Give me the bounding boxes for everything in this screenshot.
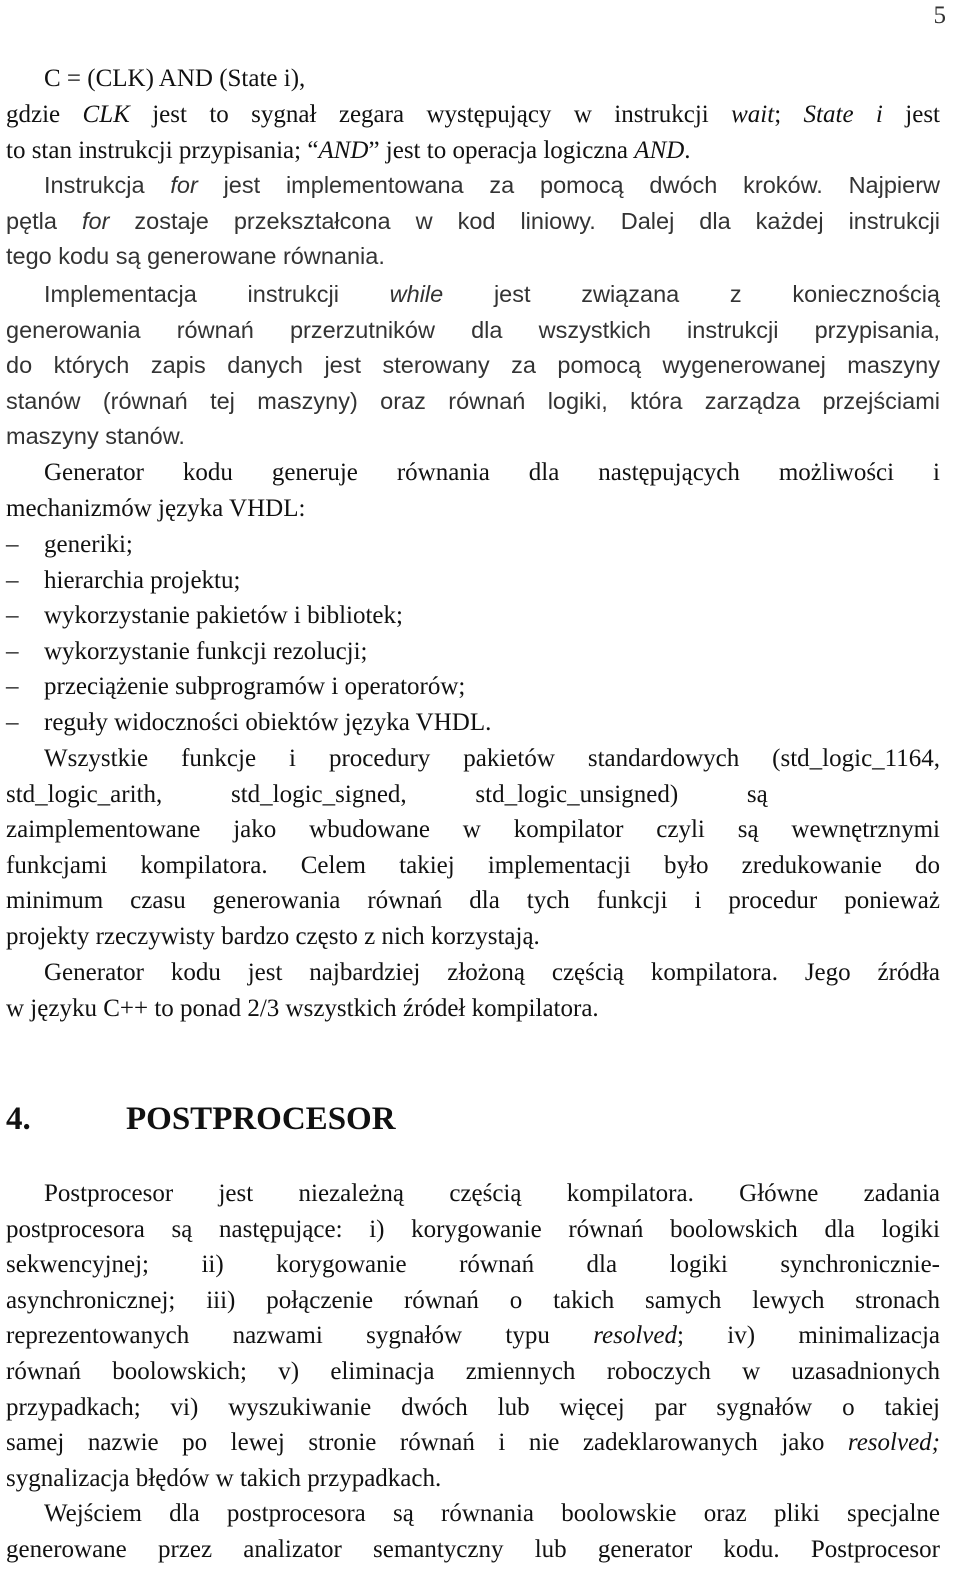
list-item: – generiki; — [6, 531, 133, 558]
list-item: – wykorzystanie pakietów i bibliotek; — [6, 602, 403, 630]
paragraph-input: Wejściem dla postprocesora są równania boolowskie oraz pliki specjalne generowane przez analizator semantyczny lub generator kodu. Postprocesor — [6, 1500, 940, 1563]
section-title: POSTPROCESOR — [126, 1101, 396, 1137]
paragraph-complexity: Generator kodu jest najbardziej złożoną częścią kompilatora. Jego źródła w języku C++ to ponad 2/3 wszystkich źródeł kompilatora. — [6, 959, 940, 1022]
paragraph-for: Instrukcja for jest implementowana za pomocą dwóch kroków. Najpierw pętla for zostaje przekształcona w kod liniowy. Dalej dla każdej instrukcji tego kodu są generowane równania. — [6, 172, 940, 270]
section-number: 4. — [6, 1101, 31, 1137]
formula-line: C = (CLK) AND (State i), — [44, 65, 306, 92]
list-item: – przeciążenie subprogramów i operatorów; — [6, 673, 466, 701]
paragraph-postprocessor: Postprocesor jest niezależną częścią kompilatora. Główne zadania postprocesora są następujące: i) korygowanie równań boolowskich dla logiki sekwencyjnej; ii) korygowanie równań dla logiki synchronicznie- asynchronicznej; iii) połączenie równań o takich samych lewych stronach reprezentowanych nazwami sygnałów typu resolved; iv) minimalizacja równań boolowskich; v) eliminacja zmiennych roboczych w uzasadnionych przypadkach; vi) wyszukiwanie dwóch lub więcej par sygnałów o takiej samej nazwie po lewej stronie równań i nie zadeklarowanych jako resolved; sygnalizacja błędów w takich przypadkach. — [6, 1180, 940, 1492]
section-heading — [6, 1099, 396, 1139]
list-item: – wykorzystanie funkcji rezolucji; — [6, 637, 368, 665]
paragraph-while: Implementacja instrukcji while jest związana z koniecznością generowania równań przerzutników dla wszystkich instrukcji przypisania, do których zapis danych jest sterowany za pomocą wygenerowanej maszyny stanów (równań tej maszyny) oraz równań logiki, która zarządza przejściami maszyny stanów. — [6, 281, 940, 450]
paragraph-clk: gdzie CLK jest to sygnał zegara występujący w instrukcji wait; State i jest to stan instrukcji przypisania; “AND” jest to operacja logiczna AND. — [6, 101, 941, 164]
feature-list — [6, 527, 940, 741]
list-item: – reguły widoczności obiektów języka VHDL. — [6, 708, 492, 736]
list-item: – hierarchia projektu; — [6, 566, 241, 594]
paragraph-packages: Wszystkie funkcje i procedury pakietów standardowych (std_logic_1164, std_logic_arith, std_logic_signed, std_logic_unsigned) są zaimplementowane jako wbudowane w kompilator czyli są wewnętrznymi funkcjami kompilatora. Celem takiej implementacji było zredukowanie do minimum czasu generowania równań dla tych funkcji i procedur ponieważ projekty rzeczywisty bardzo często z nich korzystają. — [6, 745, 940, 950]
paragraph-generator: Generator kodu generuje równania dla następujących możliwości i mechanizmów języka VHDL: — [6, 459, 940, 522]
page-number: 5 — [933, 2, 946, 29]
